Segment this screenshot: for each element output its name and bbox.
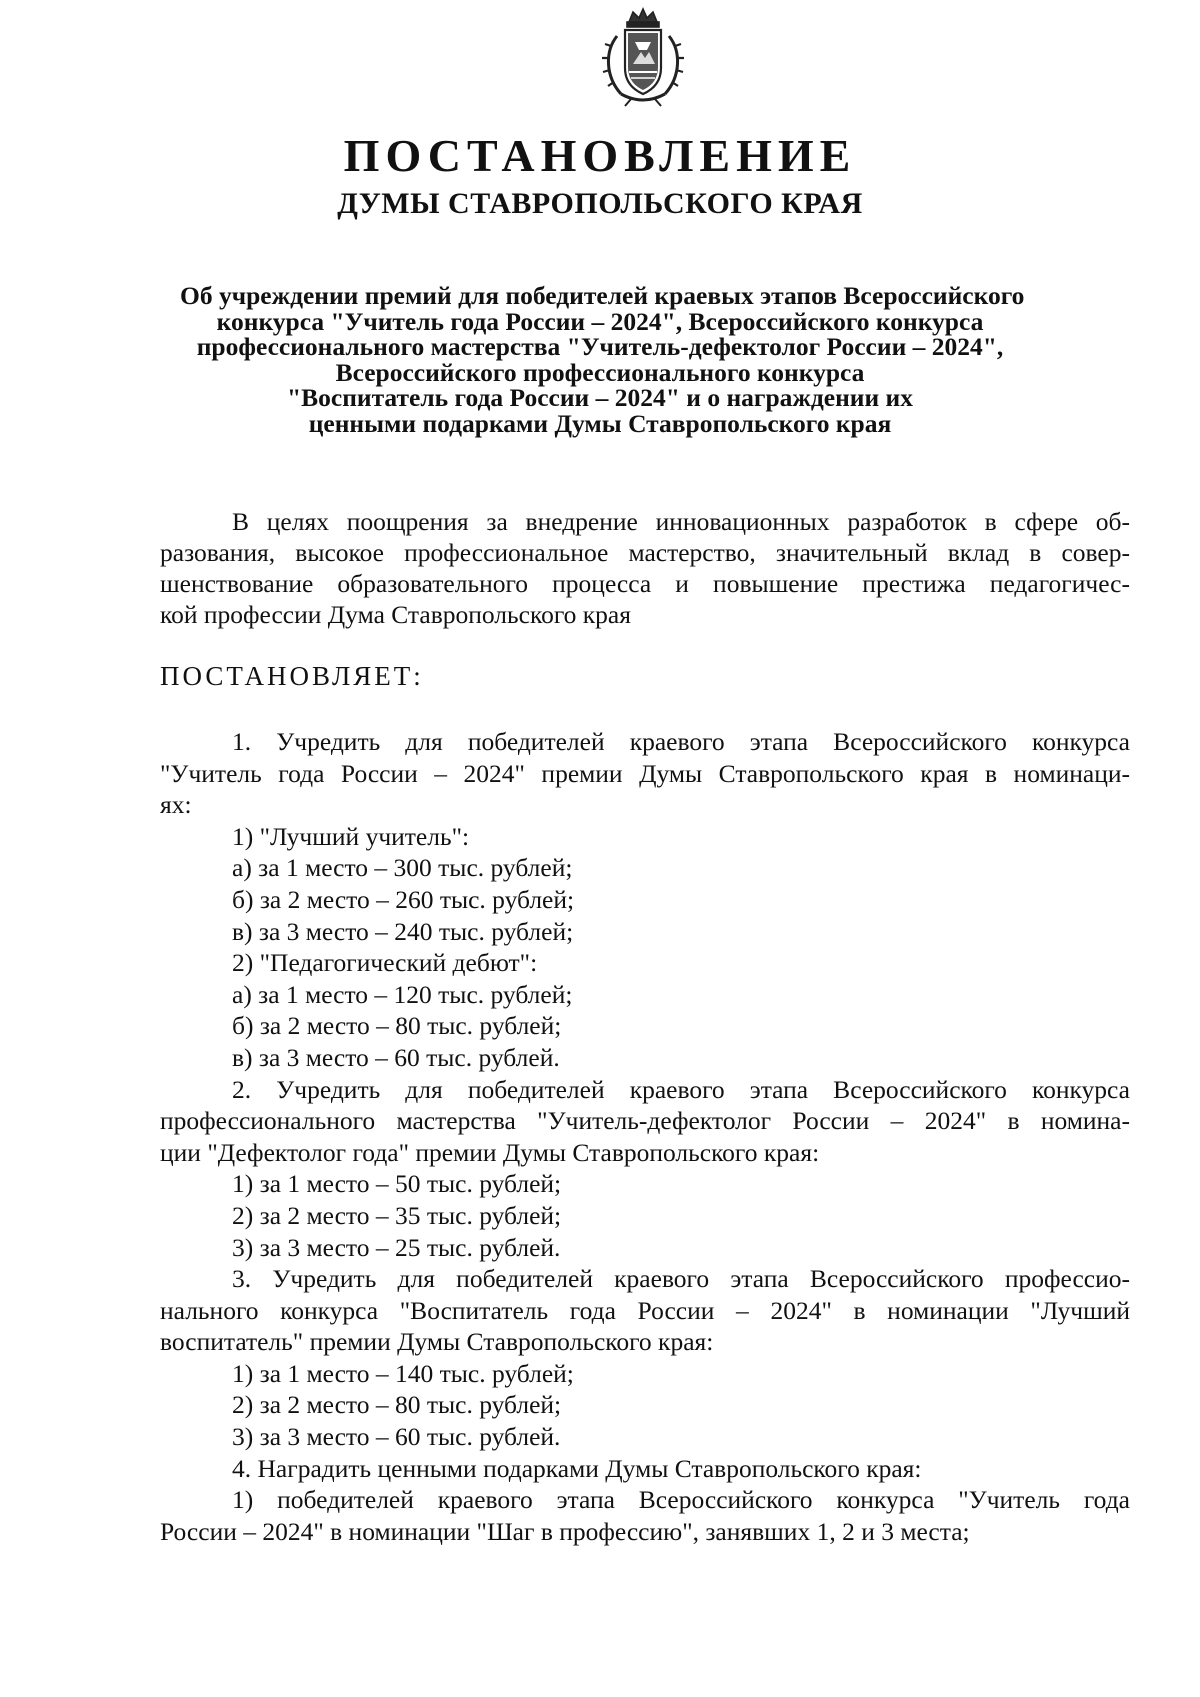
document-issuer: ДУМЫ СТАВРОПОЛЬСКОГО КРАЯ [337, 187, 863, 220]
heading-line: конкурса "Учитель года России – 2024", Всероссийского конкурса [216, 306, 984, 336]
item-1-line: 1. Учредить для победителей краевого этапа Всероссийского конкурса [232, 727, 1130, 756]
heading-line: профессионального мастерства "Учитель-дефектолог России – 2024", [196, 332, 1004, 361]
preamble-line: шенствование образовательного процесса и повышение престижа педагогичес- [160, 569, 1130, 598]
document-heading [180, 281, 1025, 438]
item-1-subitem: а) за 1 место – 300 тыс. рублей; [232, 853, 573, 883]
decree-word: ПОСТАНОВЛЯЕТ: [160, 661, 424, 691]
preamble-paragraph [160, 506, 1130, 630]
item-1-subitem: б) за 2 место – 260 тыс. рублей; [232, 884, 575, 914]
document-title: ПОСТАНОВЛЕНИЕ [343, 130, 857, 181]
heading-line: Всероссийского профессионального конкурса [335, 357, 865, 387]
item-1-subitem: в) за 3 место – 60 тыс. рублей. [232, 1042, 560, 1072]
item-4-subitem-line: России – 2024" в номинации "Шаг в профессию", занявших 1, 2 и 3 места; [160, 1516, 970, 1546]
item-1-subitem: 2) "Педагогический дебют": [232, 948, 538, 978]
item-3-line: нального конкурса "Воспитатель года России – 2024" в номинации "Лучший [160, 1295, 1130, 1325]
heading-line: Об учреждении премий для победителей краевых этапов Всероссийского [180, 281, 1025, 310]
item-4-subitem-line: 1) победителей краевого этапа Всероссийского конкурса "Учитель года [232, 1485, 1130, 1515]
item-4-line: 4. Наградить ценными подарками Думы Ставропольского края: [232, 1453, 922, 1483]
item-2-subitem: 2) за 2 место – 35 тыс. рублей; [232, 1200, 562, 1230]
item-1-subitem: а) за 1 место – 120 тыс. рублей; [232, 979, 573, 1009]
item-1-subitem: 1) "Лучший учитель": [232, 821, 470, 851]
item-1-line: "Учитель года России – 2024" премии Думы Ставропольского края в номинаци- [160, 758, 1130, 788]
item-2-line: профессионального мастерства "Учитель-дефектолог России – 2024" в номина- [160, 1106, 1130, 1136]
item-1-line: ях: [160, 790, 192, 820]
preamble-line: кой профессии Дума Ставропольского края [160, 600, 631, 629]
item-3-subitem: 1) за 1 место – 140 тыс. рублей; [232, 1358, 574, 1388]
heading-line: ценными подарками Думы Ставропольского края [308, 408, 892, 438]
item-2-line: 2. Учредить для победителей краевого этапа Всероссийского конкурса [232, 1074, 1130, 1104]
item-2-subitem: 1) за 1 место – 50 тыс. рублей; [232, 1169, 562, 1199]
heading-line: "Воспитатель года России – 2024" и о награждении их [286, 383, 914, 412]
decree-items [160, 726, 1130, 1547]
coat-of-arms-icon [595, 6, 691, 108]
item-2-line: ции "Дефектолог года" премии Думы Ставропольского края: [160, 1137, 820, 1167]
item-3-line: 3. Учредить для победителей краевого этапа Всероссийского профессио- [232, 1264, 1130, 1294]
item-3-subitem: 2) за 2 место – 80 тыс. рублей; [232, 1390, 562, 1420]
item-3-line: воспитатель" премии Думы Ставропольского края: [160, 1327, 714, 1357]
preamble-line: В целях поощрения за внедрение инновационных разработок в сфере об- [232, 507, 1130, 536]
item-3-subitem: 3) за 3 место – 60 тыс. рублей. [232, 1422, 561, 1452]
item-2-subitem: 3) за 3 место – 25 тыс. рублей. [232, 1232, 561, 1262]
item-1-subitem: б) за 2 место – 80 тыс. рублей; [232, 1011, 562, 1041]
item-1-subitem: в) за 3 место – 240 тыс. рублей; [232, 916, 574, 946]
preamble-line: разования, высокое профессиональное мастерство, значительный вклад в совер- [160, 538, 1130, 567]
